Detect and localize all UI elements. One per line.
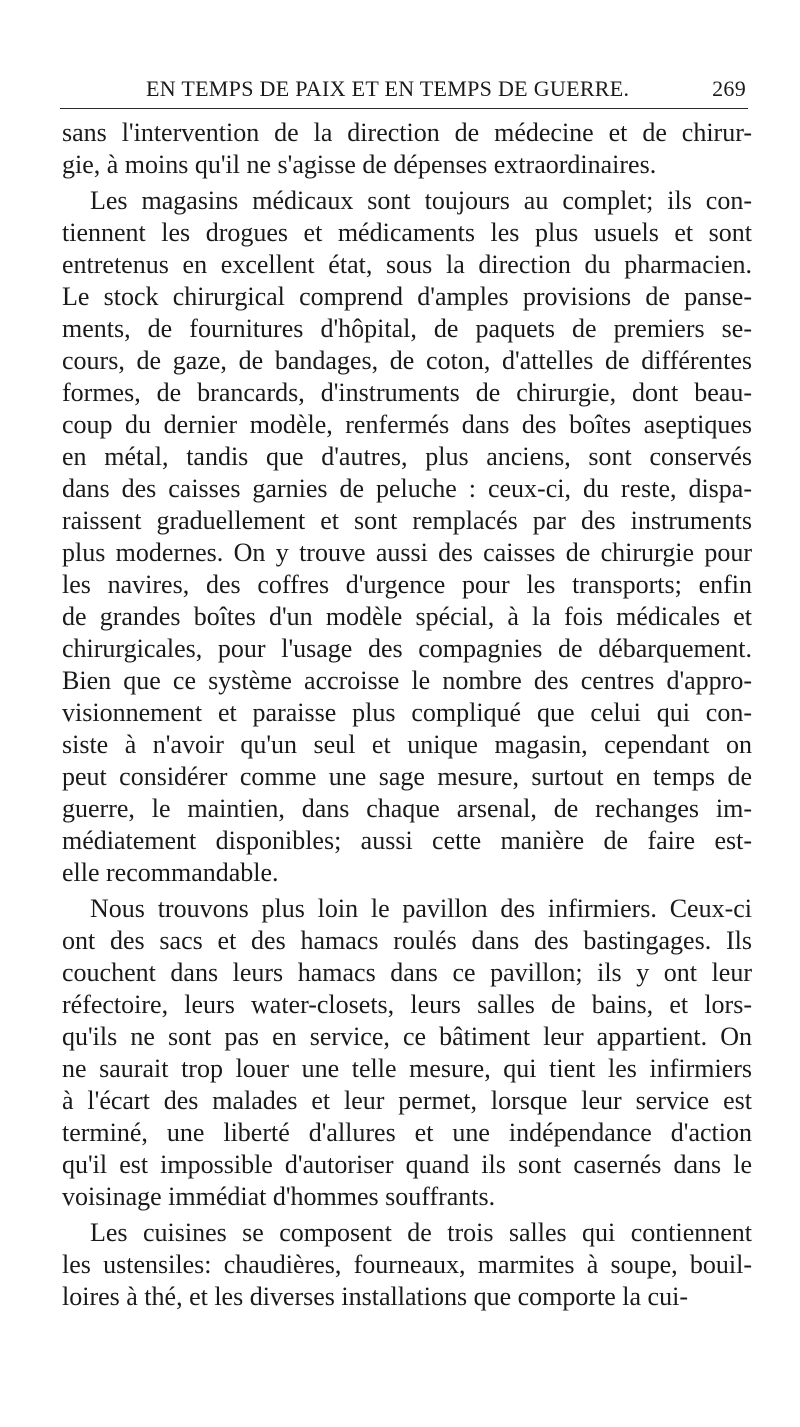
text-line: ne saurait trop louer une telle mesure, qui tient les infirmiers	[62, 1054, 752, 1083]
text-line: formes, de brancards, d'instruments de chirurgie, dont beau-	[62, 378, 752, 407]
text-line: ments, de fournitures d'hôpital, de paquets de premiers se-	[62, 314, 752, 343]
text-line: les ustensiles: chaudières, fourneaux, marmites à soupe, bouil-	[62, 1250, 752, 1279]
paragraph	[62, 117, 752, 181]
text-line: Les magasins médicaux sont toujours au complet; ils con-	[90, 186, 752, 215]
text-line: sans l'intervention de la direction de médecine et de chirur-	[62, 118, 752, 147]
body-text	[62, 117, 752, 1313]
text-line: peut considérer comme une sage mesure, surtout en temps de	[62, 762, 752, 791]
text-line: visionnement et paraisse plus compliqué que celui qui con-	[62, 698, 752, 727]
text-line: Nous trouvons plus loin le pavillon des infirmiers. Ceux-ci	[90, 894, 752, 923]
text-line: chirurgicales, pour l'usage des compagnies de débarquement.	[62, 634, 752, 663]
text-line: siste à n'avoir qu'un seul et unique magasin, cependant on	[62, 730, 752, 759]
page-number: 269	[712, 76, 746, 101]
text-line: coup du dernier modèle, renfermés dans des boîtes aseptiques	[62, 410, 752, 439]
text-line: entretenus en excellent état, sous la direction du pharmacien.	[62, 250, 752, 279]
text-line: guerre, le maintien, dans chaque arsenal, de rechanges im-	[62, 794, 752, 823]
text-line: qu'ils ne sont pas en service, ce bâtiment leur appartient. On	[62, 1022, 752, 1051]
text-line: Bien que ce système accroisse le nombre des centres d'appro-	[62, 666, 752, 695]
text-line: en métal, tandis que d'autres, plus anciens, sont conservés	[62, 442, 752, 471]
text-line: voisinage immédiat d'hommes souffrants.	[62, 1182, 496, 1211]
paragraph	[62, 893, 752, 1213]
text-line: terminé, une liberté d'allures et une indépendance d'action	[62, 1118, 752, 1147]
text-line: médiatement disponibles; aussi cette manière de faire est-	[62, 826, 752, 855]
text-line: qu'il est impossible d'autoriser quand ils sont casernés dans le	[62, 1150, 752, 1179]
text-line: plus modernes. On y trouve aussi des caisses de chirurgie pour	[62, 538, 752, 567]
text-line: ont des sacs et des hamacs roulés dans des bastingages. Ils	[62, 926, 752, 955]
paragraph	[62, 185, 752, 889]
text-line: couchent dans leurs hamacs dans ce pavillon; ils y ont leur	[62, 958, 752, 987]
running-head	[60, 74, 748, 109]
text-line: raissent graduellement et sont remplacés par des instruments	[62, 506, 752, 535]
text-line: loires à thé, et les diverses installations que comporte la cui-	[62, 1282, 688, 1311]
text-line: tiennent les drogues et médicaments les plus usuels et sont	[62, 218, 752, 247]
text-line: gie, à moins qu'il ne s'agisse de dépenses extraordinaires.	[62, 150, 657, 179]
text-line: de grandes boîtes d'un modèle spécial, à la fois médicales et	[62, 602, 752, 631]
text-line: dans des caisses garnies de peluche : ceux-ci, du reste, dispa-	[62, 474, 752, 503]
text-line: Le stock chirurgical comprend d'amples provisions de panse-	[62, 282, 752, 311]
text-line: réfectoire, leurs water-closets, leurs salles de bains, et lors-	[62, 990, 752, 1019]
text-line: cours, de gaze, de bandages, de coton, d'attelles de différentes	[62, 346, 752, 375]
text-line: les navires, des coffres d'urgence pour les transports; enfin	[62, 570, 752, 599]
text-line: Les cuisines se composent de trois salles qui contiennent	[90, 1218, 752, 1247]
text-line: à l'écart des malades et leur permet, lorsque leur service est	[62, 1086, 752, 1115]
running-title: EN TEMPS DE PAIX ET EN TEMPS DE GUERRE.	[146, 76, 630, 101]
paragraph	[62, 1217, 752, 1313]
text-line: elle recommandable.	[62, 858, 279, 887]
